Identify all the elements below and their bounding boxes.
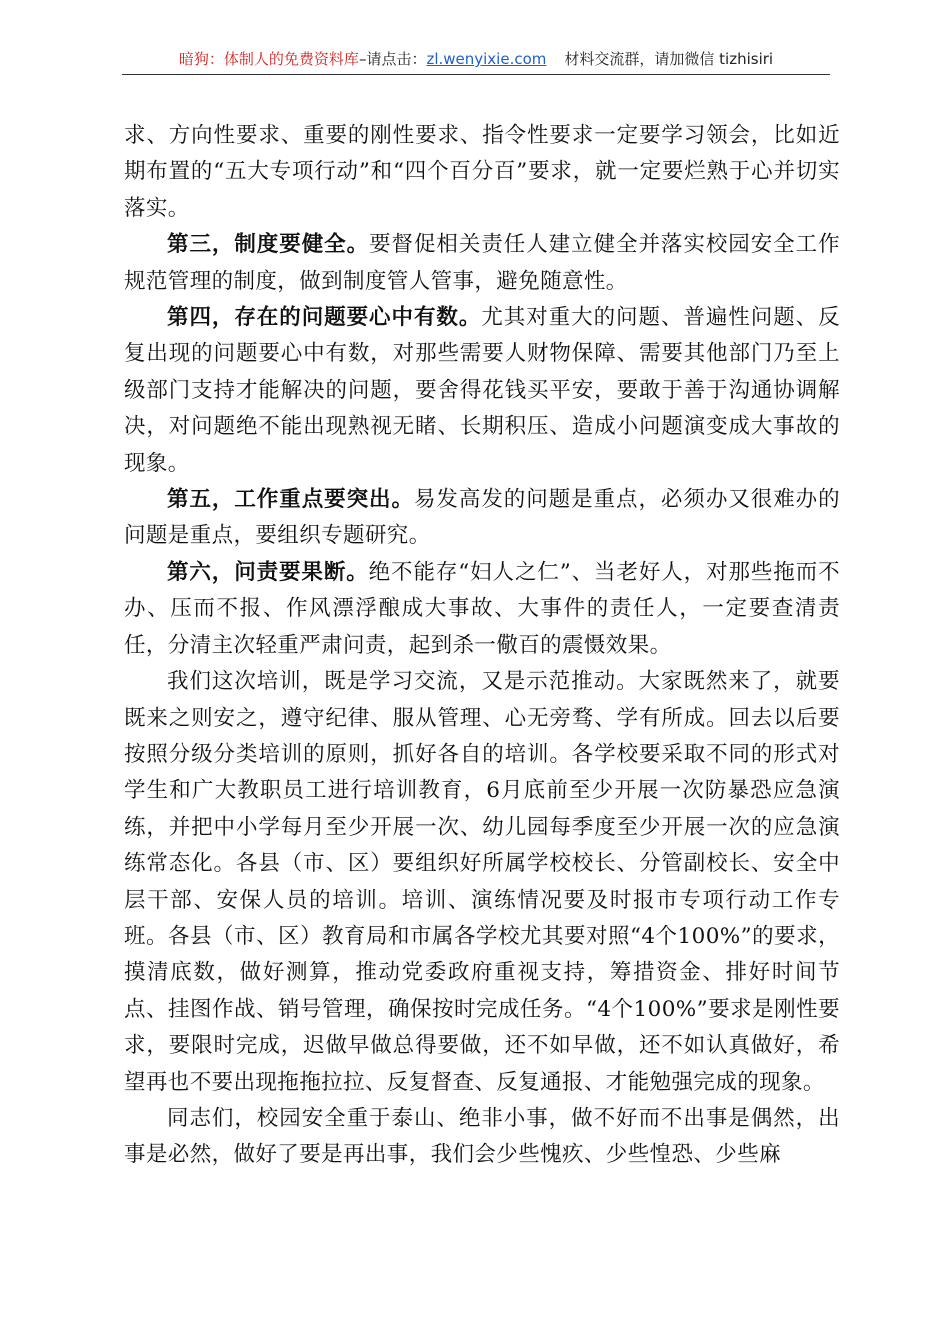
paragraph-point-four	[124, 300, 840, 482]
paragraph-point-three	[124, 227, 840, 300]
paragraph-heading: 第四，存在的问题要心中有数。	[167, 305, 482, 331]
paragraph-heading: 第三，制度要健全。	[167, 232, 370, 258]
paragraph-point-six	[124, 555, 840, 664]
paragraph-body: 同志们，校园安全重于泰山、绝非小事，做不好而不出事是偶然，出事是必然，做好了要是再出事，我们会少些愧疚、少些惶恐、少些麻	[124, 1105, 840, 1168]
paragraph-body: 求、方向性要求、重要的刚性要求、指令性要求一定要学习领会，比如近期布置的“五大专项行动”和“四个百分百”要求，就一定要烂熟于心并切实落实。	[124, 123, 840, 221]
header-link[interactable]: zl.wenyixie.com	[426, 50, 547, 68]
paragraph-body: 要督促相关责任人建立健全并落实校园安全工作规范管理的制度，做到制度管人管事，避免随意性。	[124, 232, 840, 294]
header-brand: 暗狗：体制人的免费资料库	[178, 50, 359, 68]
paragraph-training	[124, 664, 840, 1101]
paragraph-body: 尤其对重大的问题、普遍性问题、反复出现的问题要心中有数，对那些需要人财物保障、需要其他部门乃至上级部门支持才能解决的问题，要舍得花钱买平安，要敢于善于沟通协调解决，对问题绝不能出现熟视无睹、长期积压、造成小问题演变成大事故的现象。	[124, 305, 840, 476]
paragraph-point-five	[124, 482, 840, 555]
paragraph-continuation	[124, 118, 840, 227]
header-contact: 材料交流群，请加微信 tizhisiri	[564, 50, 774, 68]
paragraph-body: 易发高发的问题是重点，必须办又很难办的问题是重点，要组织专题研究。	[124, 487, 840, 549]
page-header	[122, 46, 830, 75]
document-body	[124, 118, 840, 1174]
header-prompt: –请点击：	[358, 50, 427, 68]
paragraph-body: 我们这次培训，既是学习交流，又是示范推动。大家既然来了，就要既来之则安之，遵守纪律、服从管理、心无旁骛、学有所成。回去以后要按照分级分类培训的原则，抓好各自的培训。各学校要采取不同的形式对学生和广大教职员工进行培训教育，6月底前至少开展一次防暴恐应急演练，并把中小学每月至少开展一次、幼儿园每季度至少开展一次的应急演练常态化。各县（市、区）要组织好所属学校校长、分管副校长、安全中层干部、安保人员的培训。培训、演练情况要及时报市专项行动工作专班。各县（市、区）教育局和市属各学校尤其要对照“4个100%”的要求，摸清底数，做好测算，推动党委政府重视支持，筹措资金、排好时间节点、挂图作战、销号管理，确保按时完成任务。“4个100%”要求是刚性要求，要限时完成，迟做早做总得要做，还不如早做，还不如认真做好，希望再也不要出现拖拖拉拉、反复督查、反复通报、才能勉强完成的现象。	[124, 669, 840, 1095]
paragraph-closing	[124, 1101, 840, 1174]
paragraph-heading: 第六，问责要果断。	[167, 559, 369, 585]
paragraph-heading: 第五，工作重点要突出。	[167, 487, 414, 513]
paragraph-body: 绝不能存“妇人之仁”、当老好人，对那些拖而不办、压而不报、作风漂浮酿成大事故、大事件的责任人，一定要查清责任，分清主次轻重严肃问责，起到杀一儆百的震慑效果。	[124, 559, 840, 658]
